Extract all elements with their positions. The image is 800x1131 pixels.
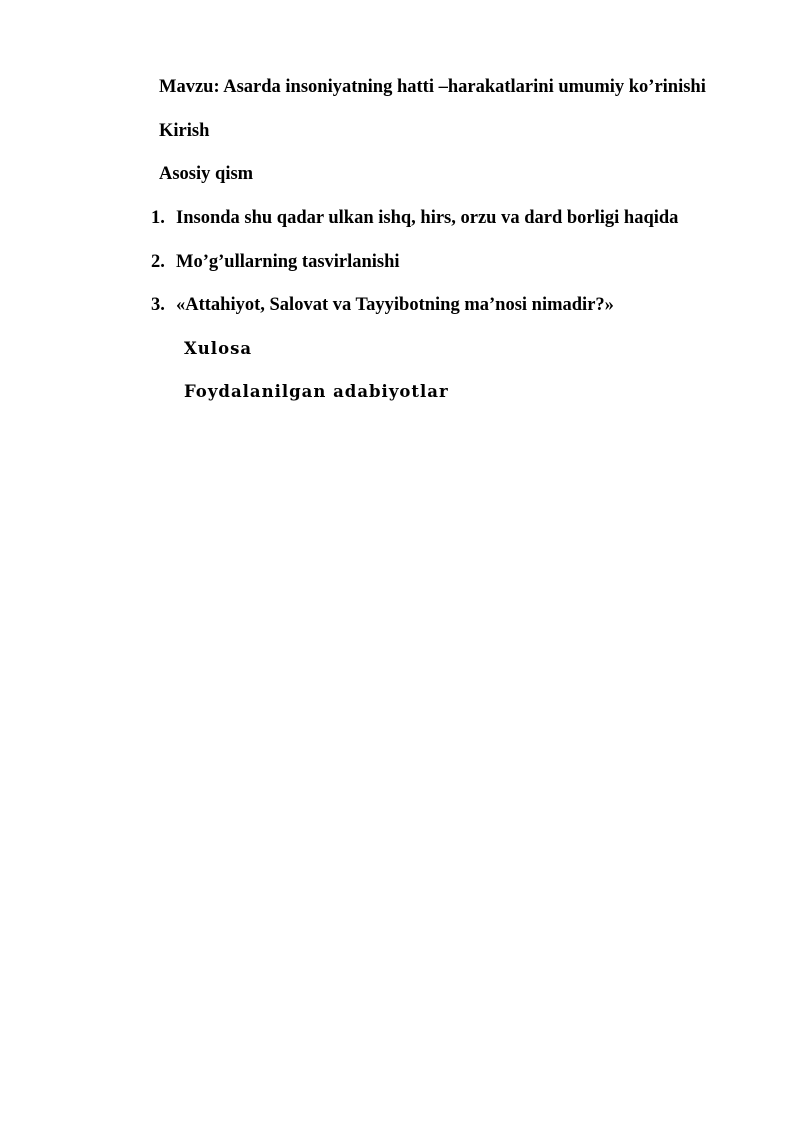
section-introduction: Kirish bbox=[159, 121, 210, 141]
list-item bbox=[151, 251, 400, 273]
section-references: Foydalanilgan adabiyotlar bbox=[184, 382, 449, 401]
list-item-text: «Attahiyot, Salovat va Tayyibotning ma’nosi nimadir?» bbox=[176, 295, 614, 315]
section-main-part: Asosiy qism bbox=[159, 164, 254, 184]
list-item-number: 1. bbox=[151, 208, 165, 228]
list-item-text: Insonda shu qadar ulkan ishq, hirs, orzu va dard borligi haqida bbox=[176, 208, 679, 228]
list-item bbox=[151, 294, 614, 316]
document-title: Mavzu: Asarda insoniyatning hatti –harakatlarini umumiy ko’rinishi bbox=[159, 77, 706, 97]
list-item bbox=[151, 207, 678, 229]
list-item-number: 3. bbox=[151, 295, 165, 315]
section-conclusion: Xulosa bbox=[184, 339, 253, 358]
list-item-number: 2. bbox=[151, 252, 165, 272]
list-item-text: Mo’g’ullarning tasvirlanishi bbox=[176, 252, 400, 272]
